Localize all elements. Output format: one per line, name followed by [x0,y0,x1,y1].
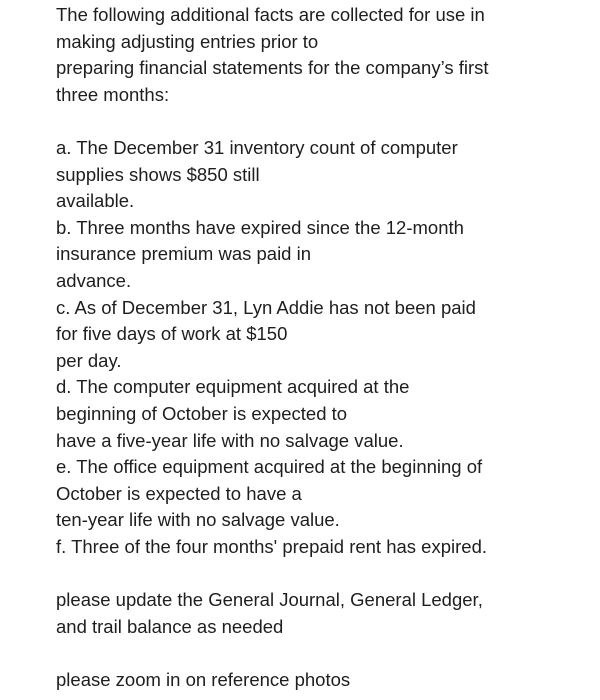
fact-line: October is expected to have a [56,482,302,504]
fact-line: a. The December 31 inventory count of computer [56,136,458,158]
fact-d [56,374,576,454]
paragraph-gap [56,640,576,667]
fact-line: per day. [56,349,122,371]
fact-line: ten-year life with no salvage value. [56,509,340,531]
fact-line: available. [56,190,135,212]
fact-c [56,295,576,375]
fact-e [56,454,576,534]
fact-line: advance. [56,269,132,291]
paragraph-gap [56,108,576,135]
fact-line: insurance premium was paid in [56,243,312,265]
fact-line: f. Three of the four months' prepaid rent has expired. [56,535,487,557]
note-paragraph [56,667,576,694]
fact-line: beginning of October is expected to [56,402,348,424]
fact-a [56,135,576,215]
fact-line: have a five-year life with no salvage value. [56,429,404,451]
fact-line: for five days of work at $150 [56,323,288,345]
fact-b [56,215,576,295]
fact-line: b. Three months have expired since the 12-month [56,216,464,238]
request-line: and trail balance as needed [56,615,284,637]
intro-line: The following additional facts are collected for use in [56,4,485,25]
fact-line: supplies shows $850 still [56,163,260,185]
fact-f [56,534,576,561]
paragraph-gap [56,560,576,587]
intro-paragraph [56,2,576,108]
facts-list [56,135,576,561]
fact-line: d. The computer equipment acquired at the [56,376,410,398]
fact-line: e. The office equipment acquired at the beginning of [56,456,483,478]
note-line: please zoom in on reference photos [56,668,351,690]
request-line: please update the General Journal, General Ledger, [56,589,483,611]
fact-line: c. As of December 31, Lyn Addie has not been paid [56,296,476,318]
intro-line: three months: [56,83,170,105]
intro-line: preparing financial statements for the company’s first [56,57,489,79]
request-paragraph [56,587,576,640]
intro-line: making adjusting entries prior to [56,30,319,52]
document-body [56,0,576,693]
